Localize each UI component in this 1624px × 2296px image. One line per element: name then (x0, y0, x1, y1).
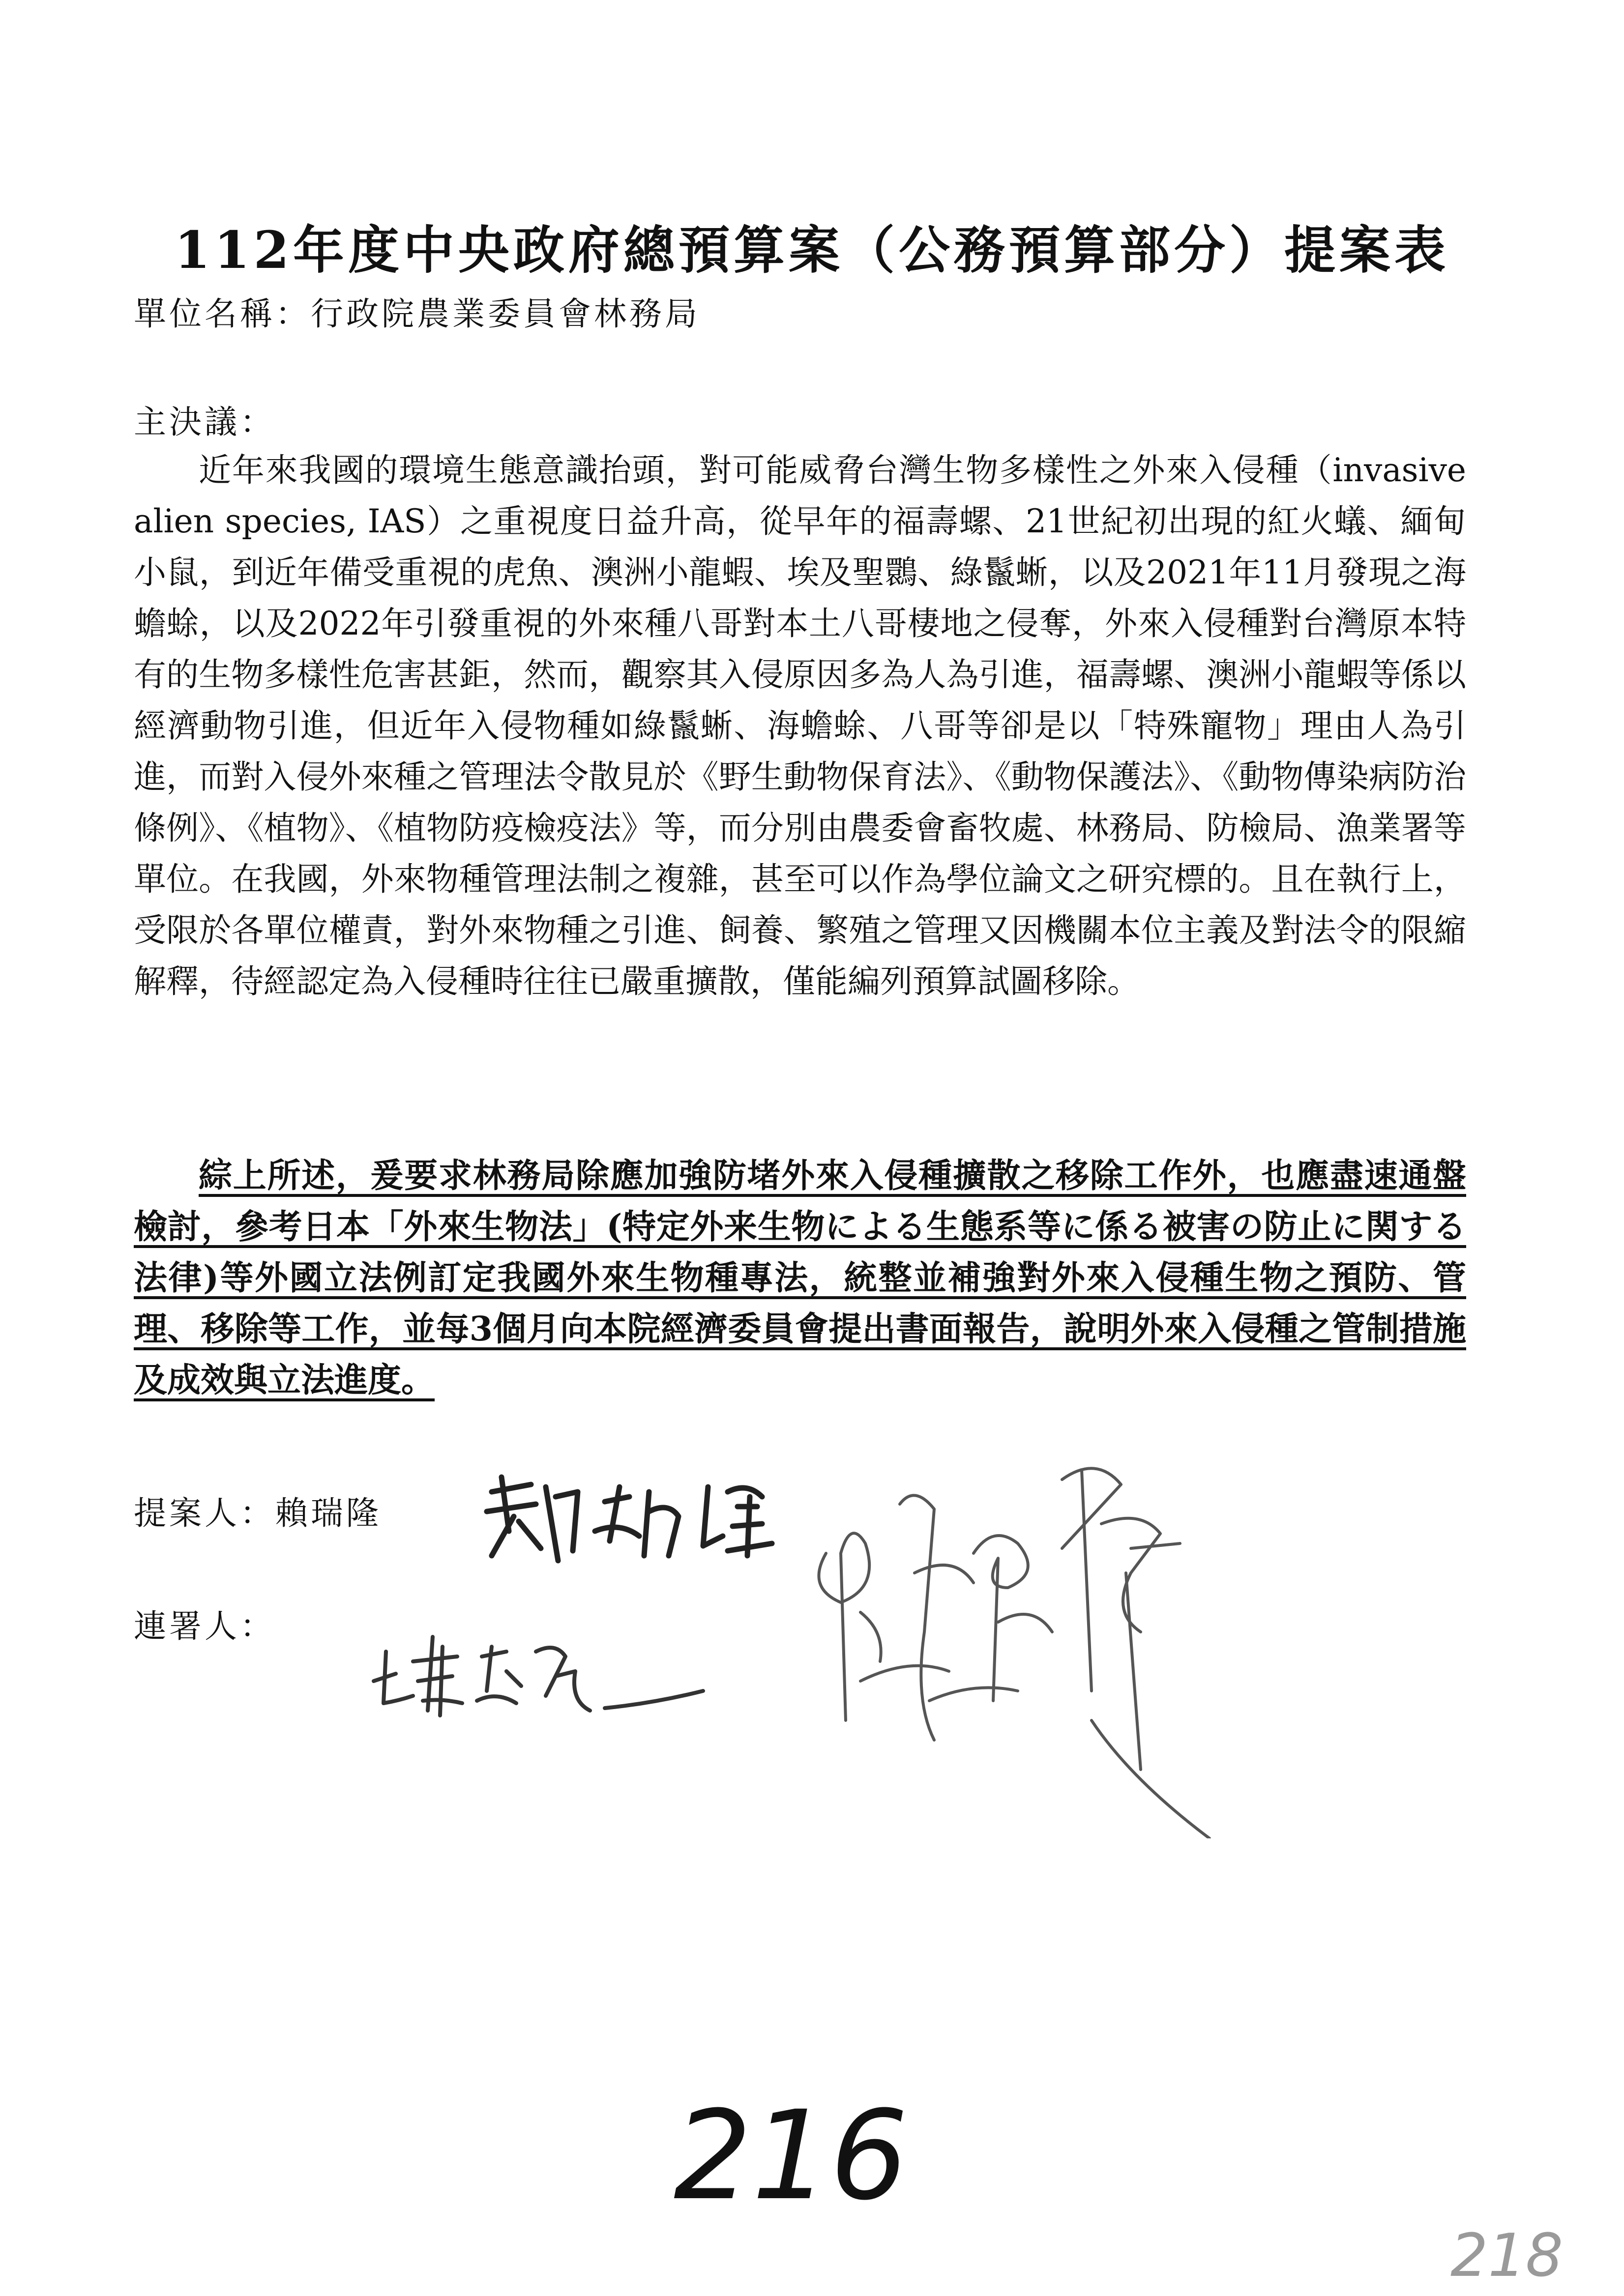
cosigner-signature-2 (787, 1425, 1259, 1838)
cosigner-label: 連署人： (134, 1607, 275, 1645)
resolution-heading: 主決議： (134, 403, 275, 441)
conclusion-paragraph (134, 1150, 1466, 1406)
handwritten-page-number: 216 (674, 2084, 909, 2227)
body-paragraph: 近年來我國的環境生態意識抬頭，對可能威脅台灣生物多樣性之外來入侵種（invasive alien species, IAS）之重視度日益升高，從早年的福壽螺、21世紀初出現的紅火蟻、緬甸小鼠，到近年備受重視的虎魚、澳洲小龍蝦、埃及聖䴉、綠鬣蜥，以及2021年11月發現之海蟾蜍，以及2022年引發重視的外來種八哥對本土八哥棲地之侵奪，外來入侵種對台灣原本特有的生物多樣性危害甚鉅，然而，觀察其入侵原因多為人為引進，福壽螺、澳洲小龍蝦等係以經濟動物引進，但近年入侵物種如綠鬣蜥、海蟾蜍、八哥等卻是以「特殊寵物」理由人為引進，而對入侵外來種之管理法令散見於《野生動物保育法》、《動物保護法》、《動物傳染病防治條例》、《植物》、《植物防疫檢疫法》等，而分別由農委會畜牧處、林務局、防檢局、漁業署等單位。在我國，外來物種管理法制之複雜，甚至可以作為學位論文之研究標的。且在執行上，受限於各單位權責，對外來物種之引進、飼養、繁殖之管理又因機關本位主義及對法令的限縮解釋，待經認定為入侵種時往往已嚴重擴散，僅能編列預算試圖移除。 (134, 451, 1466, 1000)
conclusion-text: 綜上所述，爰要求林務局除應加強防堵外來入侵種擴散之移除工作外，也應盡速通盤檢討，參考日本「外來生物法」(特定外来生物による生態系等に係る被害の防止に関する法律)等外國立法例訂定我國外來生物種專法，統整並補強對外來入侵種生物之預防、管理、移除等工作，並每3個月向本院經濟委員會提出書面報告，說明外來入侵種之管制措施及成效與立法進度。 (134, 1156, 1466, 1400)
unit-name: 單位名稱：行政院農業委員會林務局 (134, 295, 700, 333)
proposer-label: 提案人：賴瑞隆 (134, 1494, 382, 1532)
page-number-stamp: 218 (1450, 2222, 1564, 2290)
proposer-signature (472, 1457, 787, 1585)
cosigner-signature-1 (359, 1617, 713, 1730)
document-title: 112年度中央政府總預算案（公務預算部分）提案表 (174, 220, 1450, 280)
